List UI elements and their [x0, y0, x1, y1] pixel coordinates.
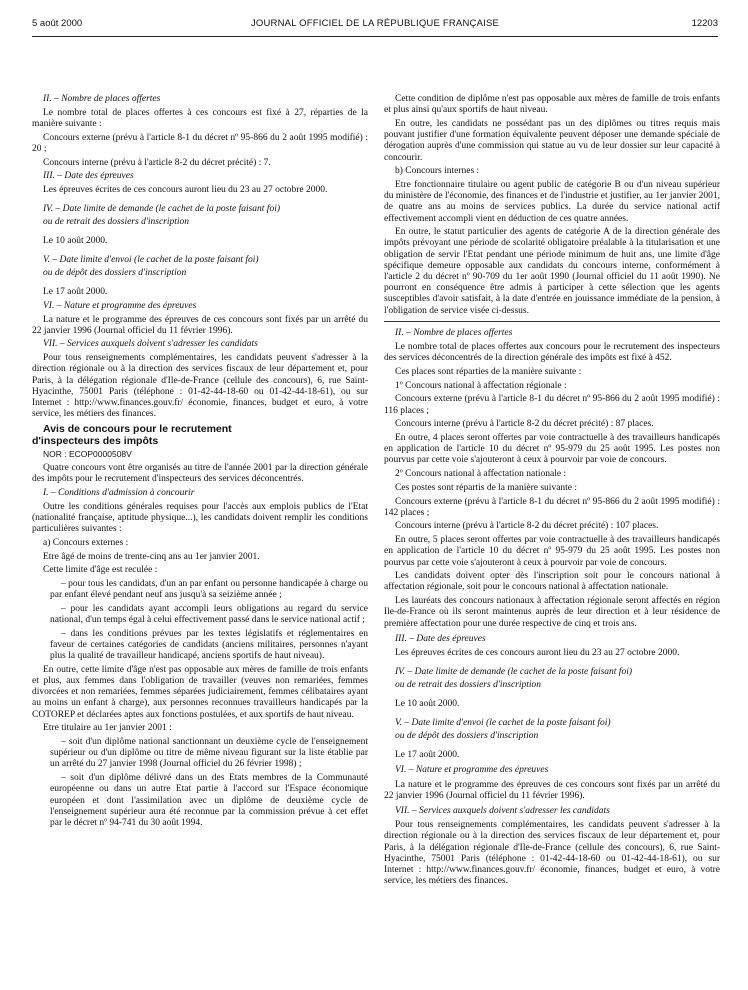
page-header [32, 18, 718, 34]
right-column [384, 94, 720, 890]
section-title: VI. – Nature et programme des épreuves [395, 765, 549, 776]
header-date: 5 août 2000 [32, 18, 83, 29]
paragraph: Cette limite d'âge est reculée : [43, 565, 158, 576]
paragraph: a) Concours externes : [43, 537, 129, 548]
section-title: VII. – Services auxquels doivent s'adresser les candidats [43, 339, 258, 350]
section-title: II. – Nombre de places offertes [43, 94, 161, 104]
journal-title: JOURNAL OFFICIEL DE LA RÉPUBLIQUE FRANÇAISE [250, 18, 500, 29]
section-title: I. – Conditions d'admission à concourir [43, 487, 195, 498]
paragraph: Outre les conditions générales requises pour l'accès aux emplois publics de l'Etat (nationalité française, aptitude physique...), les candidats doivent remplir les conditions particulières suivantes : [32, 501, 368, 535]
section-title: IV. – Date limite de demande (le cachet de la poste faisant foi) [43, 203, 281, 214]
paragraph: Etre fonctionnaire titulaire ou agent public de catégorie B ou d'un niveau supérieur du ministère de l'économie, des finances et de l'industrie et justifier, au 1er janvier 2001, de quatre ans au moins de services publics. La durée du service national actif effectivement accompli vient en déduction de ces quatre années. [384, 179, 720, 224]
paragraph: En outre, cette limite d'âge n'est pas opposable aux mères de famille de trois enfants et plus, aux femmes dans l'obligation de travailler (veuves non remariées, femmes divorcées et non remariées, femmes séparées judiciairement, femmes célibataires ayant au moins un enfant à charge), aux personnes reconnues travailleurs handicapés par la COTOREP et déclarées aptes aux fonctions postulées, et aux sportifs de haut niveau. [32, 664, 368, 720]
section-title: III. – Date des épreuves [395, 633, 486, 644]
paragraph: Concours interne (prévu à l'article 8-2 du décret précité) : 7. [43, 157, 271, 168]
paragraph: Concours externe (prévu à l'article 8-1 du décret nº 95-866 du 2 août 1995 modifié) : 116 places ; [384, 394, 720, 416]
section-title: II. – Nombre de places offertes [395, 327, 513, 338]
section-title-cont: ou de dépôt des dossiers d'inscription [395, 731, 539, 742]
paragraph: 2º Concours national à affectation nationale : [395, 469, 567, 480]
section-title: III. – Date des épreuves [43, 171, 134, 182]
paragraph: Etre titulaire au 1er janvier 2001 : [43, 723, 172, 734]
paragraph: b) Concours internes : [395, 166, 480, 177]
paragraph: Cette condition de diplôme n'est pas opposable aux mères de famille de trois enfants et plus ainsi qu'aux sportifs de haut niveau. [384, 94, 720, 116]
header-rule [32, 36, 718, 37]
section-title-cont: ou de retrait des dossiers d'inscription [395, 680, 542, 691]
paragraph: Quatre concours vont être organisés au titre de l'année 2001 par la direction générale des impôts pour le recrutement d'inspecteurs des services déconcentrés. [32, 463, 368, 485]
section-title: V. – Date limite d'envoi (le cachet de la poste faisant foi) [43, 254, 259, 265]
separator-rule [384, 321, 720, 322]
section-title-cont: ou de dépôt des dossiers d'inscription [43, 268, 187, 279]
paragraph: Le 10 août 2000. [395, 699, 460, 710]
paragraph: Etre âgé de moins de trente-cinq ans au 1er janvier 2001. [43, 551, 260, 562]
paragraph: La nature et le programme des épreuves de ces concours sont fixés par un arrêté du 22 janvier 1996 (Journal officiel du 11 février 1996). [32, 314, 368, 336]
section-title: IV. – Date limite de demande (le cachet de la poste faisant foi) [395, 666, 633, 677]
paragraph: Les épreuves écrites de ces concours auront lieu du 23 au 27 octobre 2000. [395, 647, 680, 658]
paragraph: Les épreuves écrites de ces concours auront lieu du 23 au 27 octobre 2000. [43, 184, 328, 195]
notice-title-line2: d'inspecteurs des impôts [32, 434, 159, 447]
paragraph: Le 10 août 2000. [43, 236, 108, 247]
paragraph: Pour tous renseignements complémentaires, les candidats peuvent s'adresser à la direction régionale ou à la direction des services fiscaux de leur département et, pour Paris, à la délégation régionale d'Ile-de-France (cellule des concours), 6, rue Saint-Hyacinthe, 75001 Paris (téléphone : 01-42-44-18-60 ou 01-42-44-18-61), ou sur Internet : http://www.finances.gouv.fr/ économie, finances, budget et euro, à votre service, les métiers des finances. [384, 820, 720, 887]
list-item: – soit d'un diplôme national sanctionnant un deuxième cycle de l'enseignement supérieur ou d'un diplôme ou titre de même niveau figurant sur la liste établie par un arrêté du 27 janvier 1998 (Journal officiel du 26 février 1998) ; [50, 737, 368, 770]
list-item: – soit d'un diplôme délivré dans un des Etats membres de la Communauté européenne ou dans un autre Etat partie à l'accord sur l'Espace économique européen et dont l'assimilation avec un diplôme de deuxième cycle de l'enseignement supérieur aura été reconnue par la commission prévue à cet effet par le décret nº 94-741 du 30 août 1994. [50, 773, 368, 828]
paragraph: Le 17 août 2000. [43, 287, 108, 298]
paragraph: Le nombre total de places offertes à ces concours est fixé à 27, réparties de la manière suivante : [32, 107, 368, 129]
notice-title [32, 423, 368, 447]
page-number: 12203 [691, 18, 718, 29]
notice-title-line1: Avis de concours pour le recrutement [43, 422, 232, 435]
list-item: – pour tous les candidats, d'un an par enfant ou personne handicapée à charge ou par enfant élevé pendant neuf ans jusqu'à sa seizième année ; [50, 578, 368, 601]
nor-reference: NOR : ECOP0000508V [43, 449, 132, 460]
paragraph: Le 17 août 2000. [395, 750, 460, 761]
paragraph: Ces places sont réparties de la manière suivante : [395, 366, 582, 377]
paragraph: En outre, 4 places seront offertes par voie contractuelle à des travailleurs handicapés en application de l'article 10 du décret nº 95-979 du 25 août 1995. Les postes non pourvus par cette voie s'ajouteront à ceux à pourvoir par voie de concours. [384, 432, 720, 466]
paragraph: Ces postes sont répartis de la manière suivante : [395, 482, 578, 493]
paragraph: Concours externe (prévu à l'article 8-1 du décret nº 95-866 du 2 août 1995 modifié) : 20 ; [32, 132, 368, 154]
paragraph: Les candidats doivent opter dès l'inscription soit pour le concours national à affectation régionale, soit pour le concours national à affectation nationale. [384, 571, 720, 593]
left-column [32, 94, 368, 832]
paragraph: En outre, les candidats ne possédant pas un des diplômes ou titres requis mais pouvant justifier d'une formation équivalente peuvent déposer une demande spéciale de dérogation auprès d'une commission qui statue au vu de leur dossier sur leur capacité à concourir. [384, 118, 720, 163]
list-item: – pour les candidats ayant accompli leurs obligations au regard du service national, d'un temps égal à celui effectivement passé dans le service national actif ; [50, 603, 368, 626]
paragraph: Le nombre total de places offertes aux concours pour le recrutement des inspecteurs des services déconcentrés de la direction générale des impôts est fixé à 452. [384, 342, 720, 364]
section-title: VII. – Services auxquels doivent s'adresser les candidats [395, 805, 610, 816]
paragraph: Pour tous renseignements complémentaires, les candidats peuvent s'adresser à la direction régionale ou à la direction des services fiscaux de leur département et, pour Paris, à la délégation régionale d'Ile-de-France (cellule des concours), 6, rue Saint-Hyacinthe, 75001 Paris (téléphone : 01-42-44-18-60 ou 01-42-44-18-61), ou sur Internet : http://www.finances.gouv.fr/ économie, finances, budget et euro, à votre service, les métiers des finances. [32, 353, 368, 420]
section-title: V. – Date limite d'envoi (le cachet de la poste faisant foi) [395, 717, 611, 728]
paragraph: En outre, 5 places seront offertes par voie contractuelle à des travailleurs handicapés en application de l'article 10 du décret nº 95-979 du 25 août 1995. Les postes non pourvus par cette voie s'ajouteront à ceux à pourvoir par voie de concours. [384, 535, 720, 568]
paragraph: La nature et le programme des épreuves de ces concours sont fixés par un arrêté du 22 janvier 1996 (Journal officiel du 11 février 1996). [384, 779, 720, 801]
paragraph: Concours interne (prévu à l'article 8-2 du décret précité) : 87 places. [395, 419, 654, 430]
paragraph: Concours interne (prévu à l'article 8-2 du décret précité) : 107 places. [395, 521, 659, 532]
section-title-cont: ou de retrait des dossiers d'inscription [43, 217, 190, 228]
paragraph: 1º Concours national à affectation régionale : [395, 380, 567, 391]
paragraph: Concours externe (prévu à l'article 8-1 du décret nº 95-866 du 2 août 1995 modifié) : 142 places ; [384, 496, 720, 518]
list-item: – dans les conditions prévues par les textes législatifs et réglementaires en faveur de certaines catégories de candidats (anciens militaires, personnes n'ayant plus la qualité de travailleur handicapé, anciens sportifs de haut niveau). [50, 628, 368, 662]
paragraph: Les lauréats des concours nationaux à affectation régionale seront affectés en région Ile-de-France où ils seront maintenus auprès de leur direction et à leur résidence de première affectation pour une durée respective de cinq et trois ans. [384, 596, 720, 629]
section-title: VI. – Nature et programme des épreuves [43, 300, 197, 311]
paragraph: En outre, le statut particulier des agents de catégorie A de la direction générale des impôts prévoyant une période de scolarité obligatoire préalable à la titularisation et une obligation de servir l'Etat pendant une période minimum de huit ans, une limite d'âge spécifique demeure opposable aux candidats du concours interne, conformément à l'article 2 du décret nº 90-709 du 1er août 1990 (Journal officiel du 11 août 1990). Ne pourront en conséquence être admis à participer à cette sélection que les agents susceptibles d'avoir satisfait, à la date d'entrée en jouissance immédiate de la pension, à l'obligation de service visée ci-dessus. [384, 227, 720, 316]
